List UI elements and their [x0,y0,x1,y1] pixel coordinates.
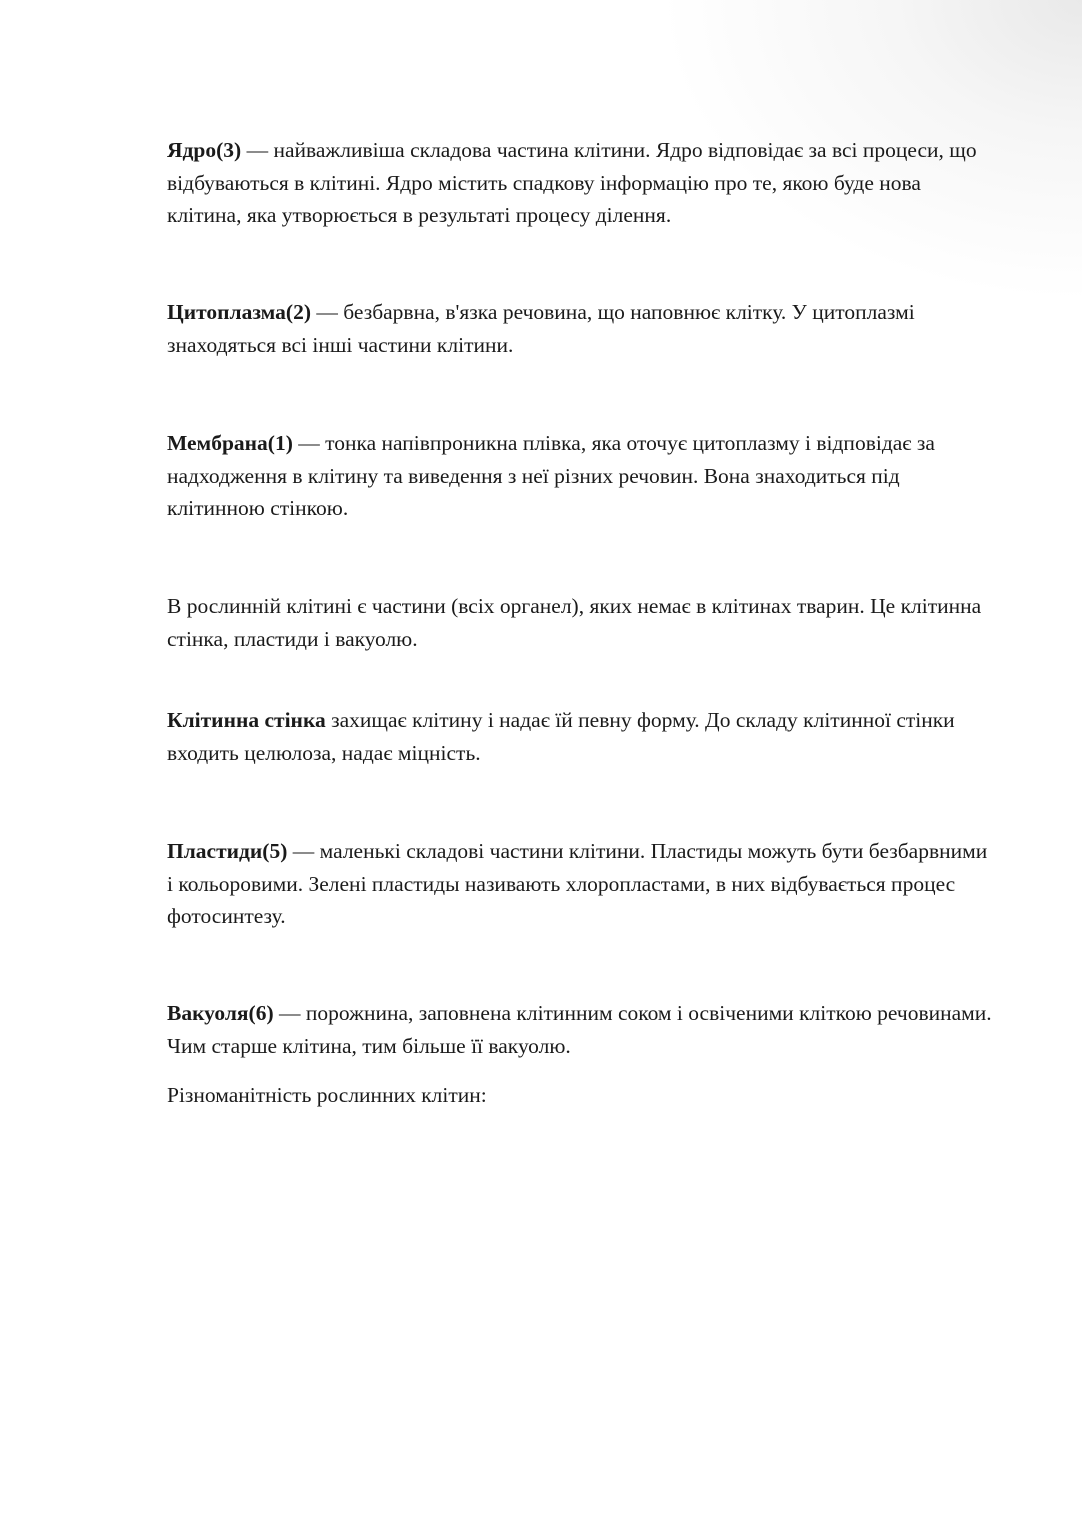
definition-cytoplasm: — безбарвна, в'язка речовина, що наповнює клітку. У цитоплазмі знаходяться всі інші частини клітини. [167,300,915,357]
paragraph-cytoplasm [167,296,997,361]
diversity-heading-text: Різноманітність рослинних клітин: [167,1083,487,1107]
definition-vacuole: — порожнина, заповнена клітинним соком і освіченими кліткою речовинами. Чим старше клітина, тим більше її вакуолю. [167,1001,992,1058]
term-nucleus: Ядро(3) [167,138,242,162]
paragraph-vacuole [167,997,997,1062]
paragraph-cell-wall [167,704,997,769]
paragraph-diversity-heading [167,1079,997,1112]
term-cytoplasm: Цитоплазма(2) [167,300,311,324]
plant-cell-parts-text: В рослинній клітині є частини (всіх органел), яких немає в клітинах тварин. Це клітинна стінка, пластиди і вакуолю. [167,594,982,651]
paragraph-plastids [167,835,997,933]
term-vacuole: Вакуоля(6) [167,1001,274,1025]
paragraph-nucleus [167,134,997,232]
term-membrane: Мембрана(1) [167,431,293,455]
definition-nucleus: — найважливіша складова частина клітини. Ядро відповідає за всі процеси, що відбуваються в клітині. Ядро містить спадкову інформацію про те, якою буде нова клітина, яка утворюється в результаті процесу ділення. [167,138,977,227]
paragraph-membrane [167,427,997,525]
definition-plastids: — маленькі складові частини клітини. Пластиды можуть бути безбарвними і кольоровими. Зелені пластиды називають хлоропластами, в них відбувається процес фотосинтезу. [167,839,988,928]
definition-membrane: — тонка напівпроникна плівка, яка оточує цитоплазму і відповідає за надходження в клітину та виведення з неї різних речовин. Вона знаходиться під клітинною стінкою. [167,431,935,520]
definition-cell-wall: захищає клітину і надає їй певну форму. До складу клітинної стінки входить целюлоза, надає міцність. [167,708,955,765]
term-plastids: Пластиди(5) [167,839,288,863]
paragraph-plant-cell-parts [167,590,997,655]
term-cell-wall: Клітинна стінка [167,708,326,732]
